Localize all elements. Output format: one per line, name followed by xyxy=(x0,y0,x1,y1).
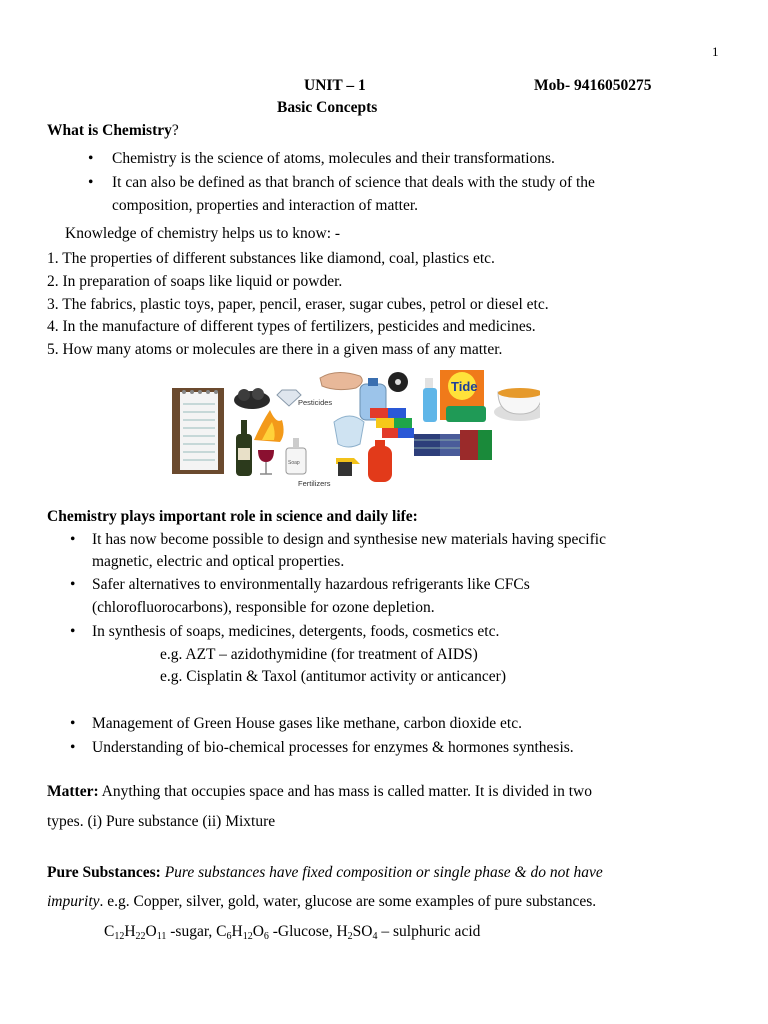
formula-part: C xyxy=(216,923,227,940)
collage-label-tide: Tide xyxy=(451,379,478,394)
knowledge-intro: Knowledge of chemistry helps us to know: - xyxy=(65,225,341,242)
example-line: e.g. AZT – azidothymidine (for treatment of AIDS) xyxy=(160,646,478,663)
formula-sub: 6 xyxy=(226,931,232,942)
bullet: • xyxy=(88,150,94,167)
bullet: • xyxy=(88,174,94,191)
formula-sub: 2 xyxy=(347,931,353,942)
soap-bar-icon xyxy=(446,406,486,422)
bullet-text: Safer alternatives to environmentally hazardous refrigerants like CFCs xyxy=(92,576,530,593)
formula-label: -sugar, xyxy=(166,923,217,940)
wine-glass-icon xyxy=(258,450,274,474)
matter-text: Anything that occupies space and has mass is called matter. It is divided in two xyxy=(98,783,592,800)
what-is-heading-text: What is Chemistry xyxy=(47,122,172,139)
bullet-text: Understanding of bio-chemical processes for enzymes & hormones synthesis. xyxy=(92,739,574,756)
what-is-heading xyxy=(47,122,179,140)
collage-label-fertilizers: Fertilizers xyxy=(298,479,331,488)
what-is-heading-suffix: ? xyxy=(171,122,179,139)
formula-sub: 22 xyxy=(135,931,146,942)
coal-icon xyxy=(234,388,270,409)
collage-label-soap: Soap xyxy=(288,460,300,466)
list-item xyxy=(70,623,499,641)
matter-definition xyxy=(47,783,592,801)
collage-label-pesticides: Pesticides xyxy=(298,398,333,407)
pure-label: Pure Substances: xyxy=(47,864,161,881)
matter-types: types. (i) Pure substance (ii) Mixture xyxy=(47,813,276,830)
formula-label: -Glucose, xyxy=(268,923,337,940)
matter-label: Matter: xyxy=(47,783,99,800)
formula-part: H xyxy=(336,923,348,940)
formula-part: O xyxy=(145,923,157,940)
formula-sub: 12 xyxy=(242,931,253,942)
list-item xyxy=(88,174,595,192)
formula-part: H xyxy=(231,923,243,940)
bullet-text: Management of Green House gases like methane, carbon dioxide etc. xyxy=(92,715,522,732)
spray-icon xyxy=(423,378,437,422)
formula-sub: 11 xyxy=(156,931,167,942)
unit-title: UNIT – 1 xyxy=(304,77,366,94)
list-item xyxy=(70,715,522,733)
page-number: 1 xyxy=(712,44,719,59)
knowledge-item: 3. The fabrics, plastic toys, paper, pencil, eraser, sugar cubes, petrol or diesel etc. xyxy=(47,296,549,313)
bullet-text: Chemistry is the science of atoms, molecules and their transformations. xyxy=(112,150,555,167)
plastic-bag-icon xyxy=(334,416,364,447)
knowledge-item: 2. In preparation of soaps like liquid or powder. xyxy=(47,273,343,290)
bullet-continuation: magnetic, electric and optical properties. xyxy=(92,553,345,570)
cd-icon xyxy=(388,372,408,392)
formula-sub: 4 xyxy=(372,931,378,942)
formula-part: C xyxy=(104,923,115,940)
bullet-text: It has now become possible to design and synthesise new materials having specific xyxy=(92,531,606,548)
list-item xyxy=(70,576,530,594)
gas-cylinder-icon xyxy=(368,440,392,482)
bullet-continuation: (chlorofluorocarbons), responsible for ozone depletion. xyxy=(92,599,435,616)
list-item xyxy=(70,531,606,549)
formula-part: H xyxy=(124,923,136,940)
pure-italic: Pure substances have fixed composition or single phase & do not have xyxy=(160,864,603,881)
bullet: • xyxy=(70,739,76,756)
bullet: • xyxy=(70,576,76,593)
bullet-continuation: composition, properties and interaction of matter. xyxy=(112,197,419,214)
fire-icon xyxy=(254,410,284,442)
mobile-number: Mob- 9416050275 xyxy=(534,77,652,94)
wine-bottle-icon xyxy=(236,420,252,476)
knowledge-item: 1. The properties of different substances like diamond, coal, plastics etc. xyxy=(47,250,495,267)
knowledge-item: 5. How many atoms or molecules are there in a given mass of any matter. xyxy=(47,341,503,358)
chemical-formulas xyxy=(104,923,480,941)
pure-examples-text: . e.g. Copper, silver, gold, water, glucose are some examples of pure substances. xyxy=(99,893,597,910)
list-item xyxy=(70,739,574,757)
role-heading: Chemistry plays important role in science and daily life: xyxy=(47,508,418,525)
formula-sub: 6 xyxy=(263,931,269,942)
bullet-text: It can also be defined as that branch of science that deals with the study of the xyxy=(112,174,595,191)
lego-icon xyxy=(370,408,414,438)
chemistry-products-collage xyxy=(170,364,540,490)
formula-part: SO xyxy=(352,923,373,940)
example-line: e.g. Cisplatin & Taxol (antitumor activity or anticancer) xyxy=(160,668,506,685)
bullet: • xyxy=(70,531,76,548)
bullet: • xyxy=(70,715,76,732)
soap-dispenser-icon xyxy=(286,438,306,474)
bullet: • xyxy=(70,623,76,640)
list-item xyxy=(88,150,555,168)
notepad-icon xyxy=(172,388,224,474)
hand-icon xyxy=(320,372,362,389)
formula-part: O xyxy=(252,923,264,940)
formula-sub: 12 xyxy=(114,931,125,942)
page-subtitle: Basic Concepts xyxy=(277,99,378,116)
fabric-icon xyxy=(414,430,492,460)
formula-label: – sulphuric acid xyxy=(377,923,481,940)
pure-substances-definition xyxy=(47,864,603,882)
pure-substances-examples xyxy=(47,893,596,911)
bullet-text: In synthesis of soaps, medicines, detergents, foods, cosmetics etc. xyxy=(92,623,500,640)
knowledge-item: 4. In the manufacture of different types of fertilizers, pesticides and medicines. xyxy=(47,318,536,335)
fuel-nozzle-icon xyxy=(336,458,360,476)
pure-italic-impurity: impurity xyxy=(47,893,100,910)
tea-cup-icon xyxy=(494,388,540,421)
